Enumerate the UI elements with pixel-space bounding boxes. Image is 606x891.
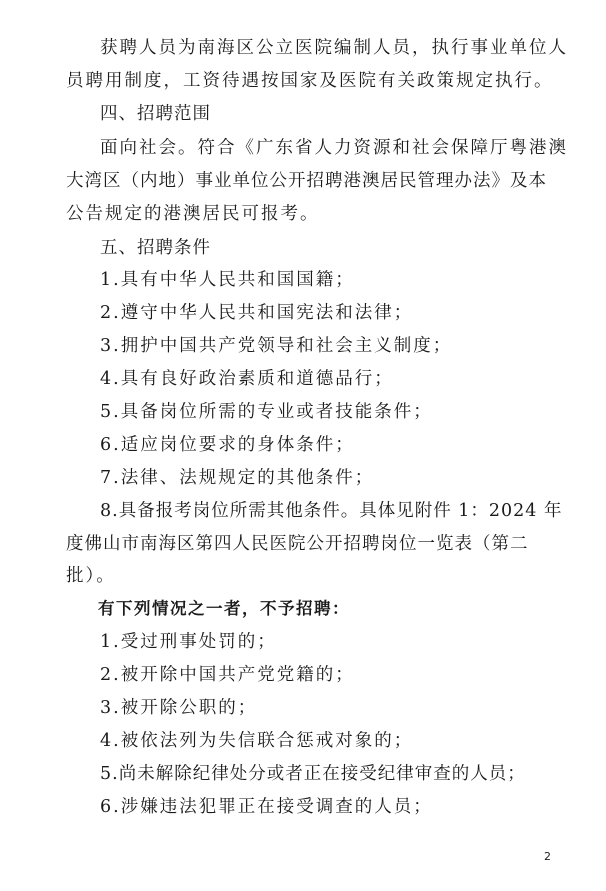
condition-item-6: 6.适应岗位要求的身体条件； <box>100 435 355 455</box>
exclusion-item-6: 6.涉嫌违法犯罪正在接受调查的人员； <box>100 797 433 817</box>
condition-item-8-line-3: 批）。 <box>66 566 116 586</box>
paragraph-scope-line-3: 公告规定的港澳居民可报考。 <box>66 204 320 224</box>
paragraph-scope-line-1: 面向社会。符合《广东省人力资源和社会保障厅粤港澳 <box>100 138 568 158</box>
exclusion-heading: 有下列情况之一者，不予招聘： <box>98 599 350 618</box>
condition-item-1: 1.具有中华人民共和国国籍； <box>100 270 355 290</box>
exclusion-item-3: 3.被开除公职的； <box>100 698 258 718</box>
paragraph-employment-line-2: 员聘用制度，工资待遇按国家及医院有关政策规定执行。 <box>66 71 554 91</box>
exclusion-item-2: 2.被开除中国共产党党籍的； <box>100 665 355 685</box>
paragraph-scope-line-2: 大湾区（内地）事业单位公开招聘港澳居民管理办法》及本 <box>66 171 547 191</box>
condition-item-8-line-1: 8.具备报考岗位所需其他条件。具体见附件 1：2024 年 <box>100 501 563 521</box>
condition-item-2: 2.遵守中华人民共和国宪法和法律； <box>100 303 414 323</box>
condition-item-8-line-2: 度佛山市南海区第四人民医院公开招聘岗位一览表（第二 <box>66 534 529 554</box>
exclusion-item-5: 5.尚未解除纪律处分或者正在接受纪律审查的人员； <box>100 764 526 784</box>
condition-item-7: 7.法律、法规规定的其他条件； <box>100 468 375 488</box>
section-heading-recruitment-conditions: 五、招聘条件 <box>100 238 211 258</box>
paragraph-employment-line-1: 获聘人员为南海区公立医院编制人员，执行事业单位人 <box>100 38 568 58</box>
condition-item-5: 5.具备岗位所需的专业或者技能条件； <box>100 402 433 422</box>
page-number: 2 <box>544 850 551 863</box>
exclusion-item-1: 1.受过刑事处罚的； <box>100 632 277 652</box>
condition-item-3: 3.拥护中国共产党领导和社会主义制度； <box>100 336 453 356</box>
exclusion-item-4: 4.被依法列为失信联合惩戒对象的； <box>100 731 414 751</box>
section-heading-recruitment-scope: 四、招聘范围 <box>100 104 211 124</box>
condition-item-4: 4.具有良好政治素质和道德品行； <box>100 369 394 389</box>
